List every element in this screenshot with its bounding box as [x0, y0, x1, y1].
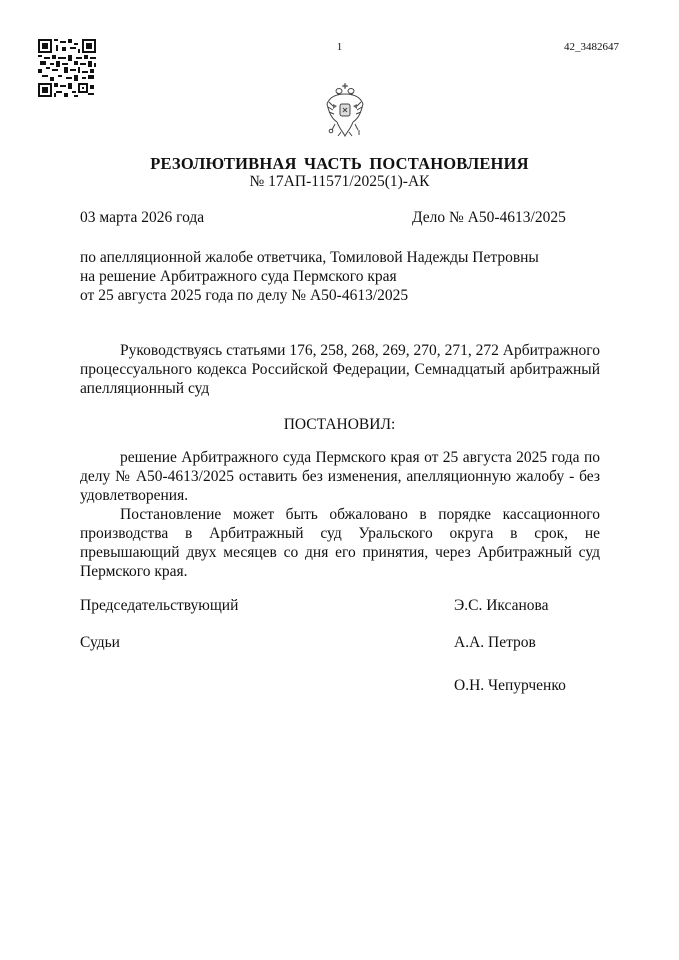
appeal-notice-paragraph	[80, 505, 600, 581]
resolution-number: № 17АП-11571/2025(1)-АК	[249, 173, 430, 190]
document-date: 03 марта 2026 года	[80, 209, 205, 226]
decision-text: решение Арбитражного суда Пермского края от 25 августа 2025 года по делу № А50-4613/2025 оставить без изменения, апелляционную жалобу - без удовлетворения.	[80, 449, 600, 504]
russian-coat-of-arms-icon	[325, 80, 365, 140]
appeal-line: от 25 августа 2025 года по делу № А50-4613/2025	[80, 287, 409, 304]
resolved-heading: ПОСТАНОВИЛ:	[283, 416, 396, 433]
guided-by-text: Руководствуясь статьями 176, 258, 268, 269, 270, 271, 272 Арбитражного процессуального кодекса Российской Федерации, Семнадцатый арбитражный апелляционный суд	[80, 342, 600, 397]
appeal-description	[80, 248, 539, 305]
judge-name: О.Н. Чепурченко	[454, 677, 566, 694]
appeal-notice-text: Постановление может быть обжаловано в порядке кассационного производства в Арбитражный суд Уральского округа в срок, не превышающий двух месяцев со дня его принятия, через Арбитражный суд Пермского края.	[80, 506, 600, 580]
presiding-label: Председательствующий	[80, 597, 239, 614]
case-number: Дело № А50-4613/2025	[412, 209, 566, 226]
appeal-line: по апелляционной жалобе ответчика, Томиловой Надежды Петровны	[80, 249, 539, 266]
decision-paragraph	[80, 448, 600, 505]
document-title: РЕЗОЛЮТИВНАЯ ЧАСТЬ ПОСТАНОВЛЕНИЯ	[150, 154, 529, 173]
judge-name: А.А. Петров	[454, 634, 536, 651]
page-number: 1	[336, 41, 343, 53]
appeal-line: на решение Арбитражного суда Пермского края	[80, 268, 397, 285]
judges-label: Судьи	[80, 634, 120, 651]
document-id: 42_3482647	[564, 41, 619, 53]
guided-by-paragraph	[80, 341, 600, 398]
presiding-judge-name: Э.С. Иксанова	[454, 597, 549, 614]
